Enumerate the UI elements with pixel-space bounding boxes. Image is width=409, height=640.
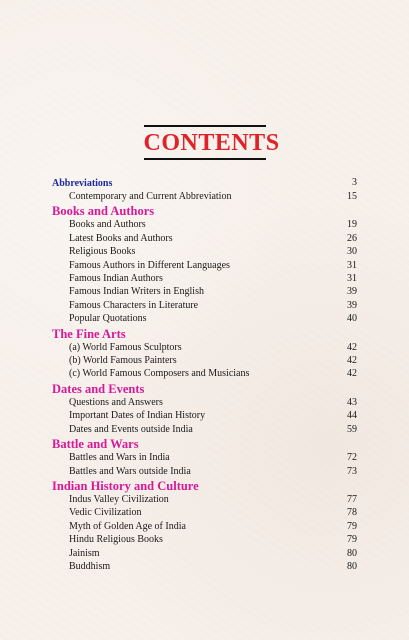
toc-entry <box>52 493 357 506</box>
toc-entry-page: 44 <box>347 410 357 422</box>
toc-entry <box>52 190 357 203</box>
toc-entry <box>52 465 357 478</box>
toc-entry-page: 26 <box>347 232 357 244</box>
toc-entry-label: Contemporary and Current Abbreviation <box>69 191 232 202</box>
toc-section <box>52 381 357 396</box>
toc-entry-page: 19 <box>347 219 357 231</box>
toc-entry-label: Religious Books <box>69 246 136 258</box>
toc-entry <box>52 533 357 546</box>
toc-entry-label: Jainism <box>69 547 100 559</box>
toc-entry-label: Questions and Answers <box>69 396 163 408</box>
toc-entry-page: 59 <box>347 423 357 435</box>
toc-entry-page: 31 <box>347 259 357 271</box>
toc-entry-label: Myth of Golden Age of India <box>69 520 186 532</box>
toc-entry-label: Vedic Civilization <box>69 507 142 519</box>
toc-entry-label: Battles and Wars in India <box>69 452 170 464</box>
toc-entry-page: 80 <box>347 547 357 559</box>
toc-entry-page: 72 <box>347 452 357 464</box>
toc-section <box>52 436 357 451</box>
toc-entry <box>52 218 357 231</box>
toc-section <box>52 326 357 341</box>
toc-entry <box>52 520 357 533</box>
toc-entry-page: 42 <box>347 368 357 380</box>
toc-entry <box>52 341 357 354</box>
toc-entry-page: 79 <box>347 520 357 532</box>
toc-entry <box>52 245 357 258</box>
toc-entry-page: 73 <box>347 465 357 477</box>
toc-entry-label: (b) World Famous Painters <box>69 355 177 367</box>
toc-entry-page: 42 <box>347 355 357 367</box>
toc-entry-label: Battles and Wars outside India <box>69 465 191 477</box>
title-block <box>0 125 409 160</box>
title-box <box>143 125 280 160</box>
toc-entry <box>52 354 357 367</box>
toc-entry-page: 39 <box>347 286 357 298</box>
toc-entry-label: Famous Indian Authors <box>69 273 163 285</box>
toc-entry-label: Famous Characters in Literature <box>69 299 199 311</box>
toc-entry-page: 79 <box>347 534 357 546</box>
toc-entry <box>52 312 357 325</box>
toc-entry-page: 80 <box>347 560 357 572</box>
toc-entry <box>52 409 357 422</box>
toc-entry-page: 30 <box>347 246 357 258</box>
toc-entry-page: 15 <box>347 191 357 202</box>
toc-entry-label: Famous Authors in Different Languages <box>69 259 230 271</box>
toc-entry-page: 42 <box>347 341 357 353</box>
toc-section-page: 3 <box>352 177 357 188</box>
toc-section-title: Books and Authors <box>52 204 155 219</box>
title-rule-bottom <box>144 158 266 160</box>
toc-entry-label: Famous Indian Writers in English <box>69 286 204 298</box>
toc-entry-label: Dates and Events outside India <box>69 423 193 435</box>
toc-entry <box>52 285 357 298</box>
toc-entry-label: Popular Quotations <box>69 313 147 325</box>
toc-section-title: Abbreviations <box>52 178 113 189</box>
toc-entry-label: (a) World Famous Sculptors <box>69 341 182 353</box>
toc-section-title: The Fine Arts <box>52 326 126 341</box>
toc-section-title: Indian History and Culture <box>52 478 199 493</box>
toc-section <box>52 176 357 190</box>
toc-entry-label: Important Dates of Indian History <box>69 410 206 422</box>
toc-entry <box>52 547 357 560</box>
toc-entry-page: 40 <box>347 313 357 325</box>
toc-entry-page: 43 <box>347 396 357 408</box>
toc-entry <box>52 232 357 245</box>
toc-entry <box>52 423 357 436</box>
toc-section <box>52 478 357 493</box>
table-of-contents <box>52 176 357 573</box>
toc-entry <box>52 396 357 409</box>
toc-entry <box>52 299 357 312</box>
toc-entry-label: Hindu Religious Books <box>69 534 163 546</box>
toc-section-title: Dates and Events <box>52 381 145 396</box>
page-title: CONTENTS <box>143 130 280 156</box>
toc-entry <box>52 506 357 519</box>
toc-entry-label: Books and Authors <box>69 219 146 231</box>
toc-entry-label: (c) World Famous Composers and Musicians <box>69 368 250 380</box>
toc-section <box>52 203 357 218</box>
toc-entry <box>52 560 357 573</box>
toc-entry-label: Indus Valley Civilization <box>69 493 169 505</box>
toc-entry-page: 39 <box>347 299 357 311</box>
toc-entry <box>52 367 357 380</box>
toc-entry-page: 78 <box>347 507 357 519</box>
toc-entry <box>52 451 357 464</box>
toc-entry-page: 31 <box>347 273 357 285</box>
toc-section-title: Battle and Wars <box>52 437 139 452</box>
toc-entry-label: Latest Books and Authors <box>69 232 173 244</box>
toc-entry-page: 77 <box>347 493 357 505</box>
toc-entry-label: Buddhism <box>69 560 111 572</box>
toc-entry <box>52 272 357 285</box>
toc-entry <box>52 259 357 272</box>
